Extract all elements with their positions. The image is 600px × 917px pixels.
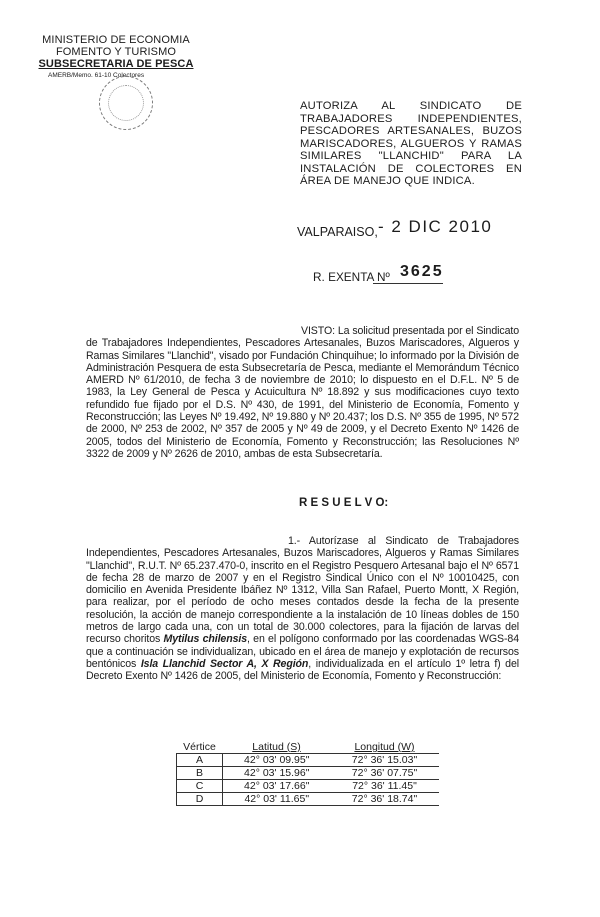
longitude-cell: 72° 36' 07.75" <box>331 767 439 780</box>
longitude-cell: 72° 36' 18.74" <box>331 793 439 806</box>
species-name: Mytilus chilensis <box>163 633 248 646</box>
vertex-cell: C <box>177 780 223 793</box>
latitude-cell: 42° 03' 11.65" <box>223 793 331 806</box>
ministry-name: MINISTERIO DE ECONOMIA <box>42 34 190 46</box>
col-header-latitude: Latitud (S) <box>223 741 331 754</box>
place-label: VALPARAISO, <box>297 225 378 239</box>
resolution-label: R. EXENTA Nº <box>313 270 390 284</box>
coordinates-table <box>176 741 439 806</box>
table-row <box>177 767 439 780</box>
longitude-cell: 72° 36' 15.03" <box>331 754 439 767</box>
resolution-title: AUTORIZA AL SINDICATO DE TRABAJADORES INDEPENDIENTES, PESCADORES ARTESANALES, BUZOS MARISCADORES, ALGUEROS Y RAMAS SIMILARES "LLANCHID" PARA LA INSTALACIÓN DE COLECTORES EN ÁREA DE MANEJO QUE INDICA. <box>300 100 522 187</box>
area-name: Isla Llanchid Sector A, X Región <box>140 657 309 670</box>
table-row <box>177 754 439 767</box>
subsecretaria-name: SUBSECRETARIA DE PESCA <box>38 58 194 70</box>
table-row <box>177 780 439 793</box>
visto-label: VISTO: <box>301 325 335 337</box>
latitude-cell: 42° 03' 09.95" <box>223 754 331 767</box>
reference-code: AMERB/Memo. 61-10 Colectores <box>48 72 145 79</box>
latitude-cell: 42° 03' 17.66" <box>223 780 331 793</box>
table-row <box>177 793 439 806</box>
resolution-number-underline <box>373 283 443 284</box>
resuelvo-heading: R E S U E L V O: <box>299 497 389 509</box>
date-stamp: - 2 DIC 2010 <box>378 217 493 236</box>
latitude-cell: 42° 03' 15.96" <box>223 767 331 780</box>
visto-paragraph <box>86 325 519 460</box>
article-1-text-a: 1.- Autorízase al Sindicato de Trabajadores Independientes, Pescadores Artesanales, Buzos Mariscadores, Algueros y Ramas Similares "Llanchid", R.U.T. Nº 65.237.470-0, inscrito en el Registro Pesquero Artesanal bajo el Nº 6571 de fecha 28 de marzo de 2007 y en el Registro Sindical Único con el Nº 10010425, con domicilio en Avenida Presidente Ibáñez Nº 1312, Villa San Rafael, Puerto Montt, X Región, para realizar, por el período de ocho meses contados desde la fecha de la presente resolución, la acción de manejo correspondiente a la instalación de 10 líneas dobles de 150 metros de largo cada una, con un total de 30.000 colectores, para la fijación de larvas del recurso choritos <box>86 535 519 646</box>
vertex-cell: B <box>177 767 223 780</box>
article-1-text-c: , individualizada en el artículo 1º letra f) del Decreto Exento Nº 1426 de 2005, del Ministerio de Economía, Fomento y Reconstrucción: <box>86 657 519 683</box>
article-1 <box>86 535 519 683</box>
col-header-vertex: Vértice <box>177 741 223 754</box>
col-header-longitude: Longitud (W) <box>331 741 439 754</box>
article-1-text-b: , en el polígono conformado por las coordenadas WGS-84 que a continuación se individualizan, ubicado en el área de manejo y explotación de recursos bentónicos <box>86 633 520 670</box>
longitude-cell: 72° 36' 11.45" <box>331 780 439 793</box>
vertex-cell: D <box>177 793 223 806</box>
ministry-subtitle: FOMENTO Y TURISMO <box>55 46 177 58</box>
vertex-cell: A <box>177 754 223 767</box>
resolution-number: 3625 <box>400 263 444 280</box>
visto-text: La solicitud presentada por el Sindicato de Trabajadores Independientes, Pescadores Artesanales, Buzos Mariscadores, Algueros y Ramas Similares "Llanchid", visado por Fundación Chinquihue; lo informado por la División de Administración Pesquera de esta Subsecretaría de Pesca, mediante el Memorándum Técnico AMERD Nº 61/2010, de fecha 3 de noviembre de 2010; lo dispuesto en el D.F.L. Nº 5 de 1983, la Ley General de Pesca y Acuicultura Nº 18.892 y sus modificaciones cuyo texto refundido fue fijado por el D.S. Nº 430, de 1991, del Ministerio de Economía, Fomento y Reconstrucción; las Leyes Nº 19.492, Nº 19.880 y Nº 20.437; los D.S. Nº 355 de 1995, Nº 572 de 2000, Nº 253 de 2002, Nº 357 de 2005 y Nº 49 de 2009, y el Decreto Exento Nº 1426 de 2005, todos del Ministerio de Economía, Fomento y Reconstrucción; las Resoluciones Nº 3322 de 2009 y Nº 2626 de 2010, ambas de esta Subsecretaría. <box>86 325 519 460</box>
table-header-row <box>177 741 439 754</box>
official-stamp <box>99 76 153 130</box>
